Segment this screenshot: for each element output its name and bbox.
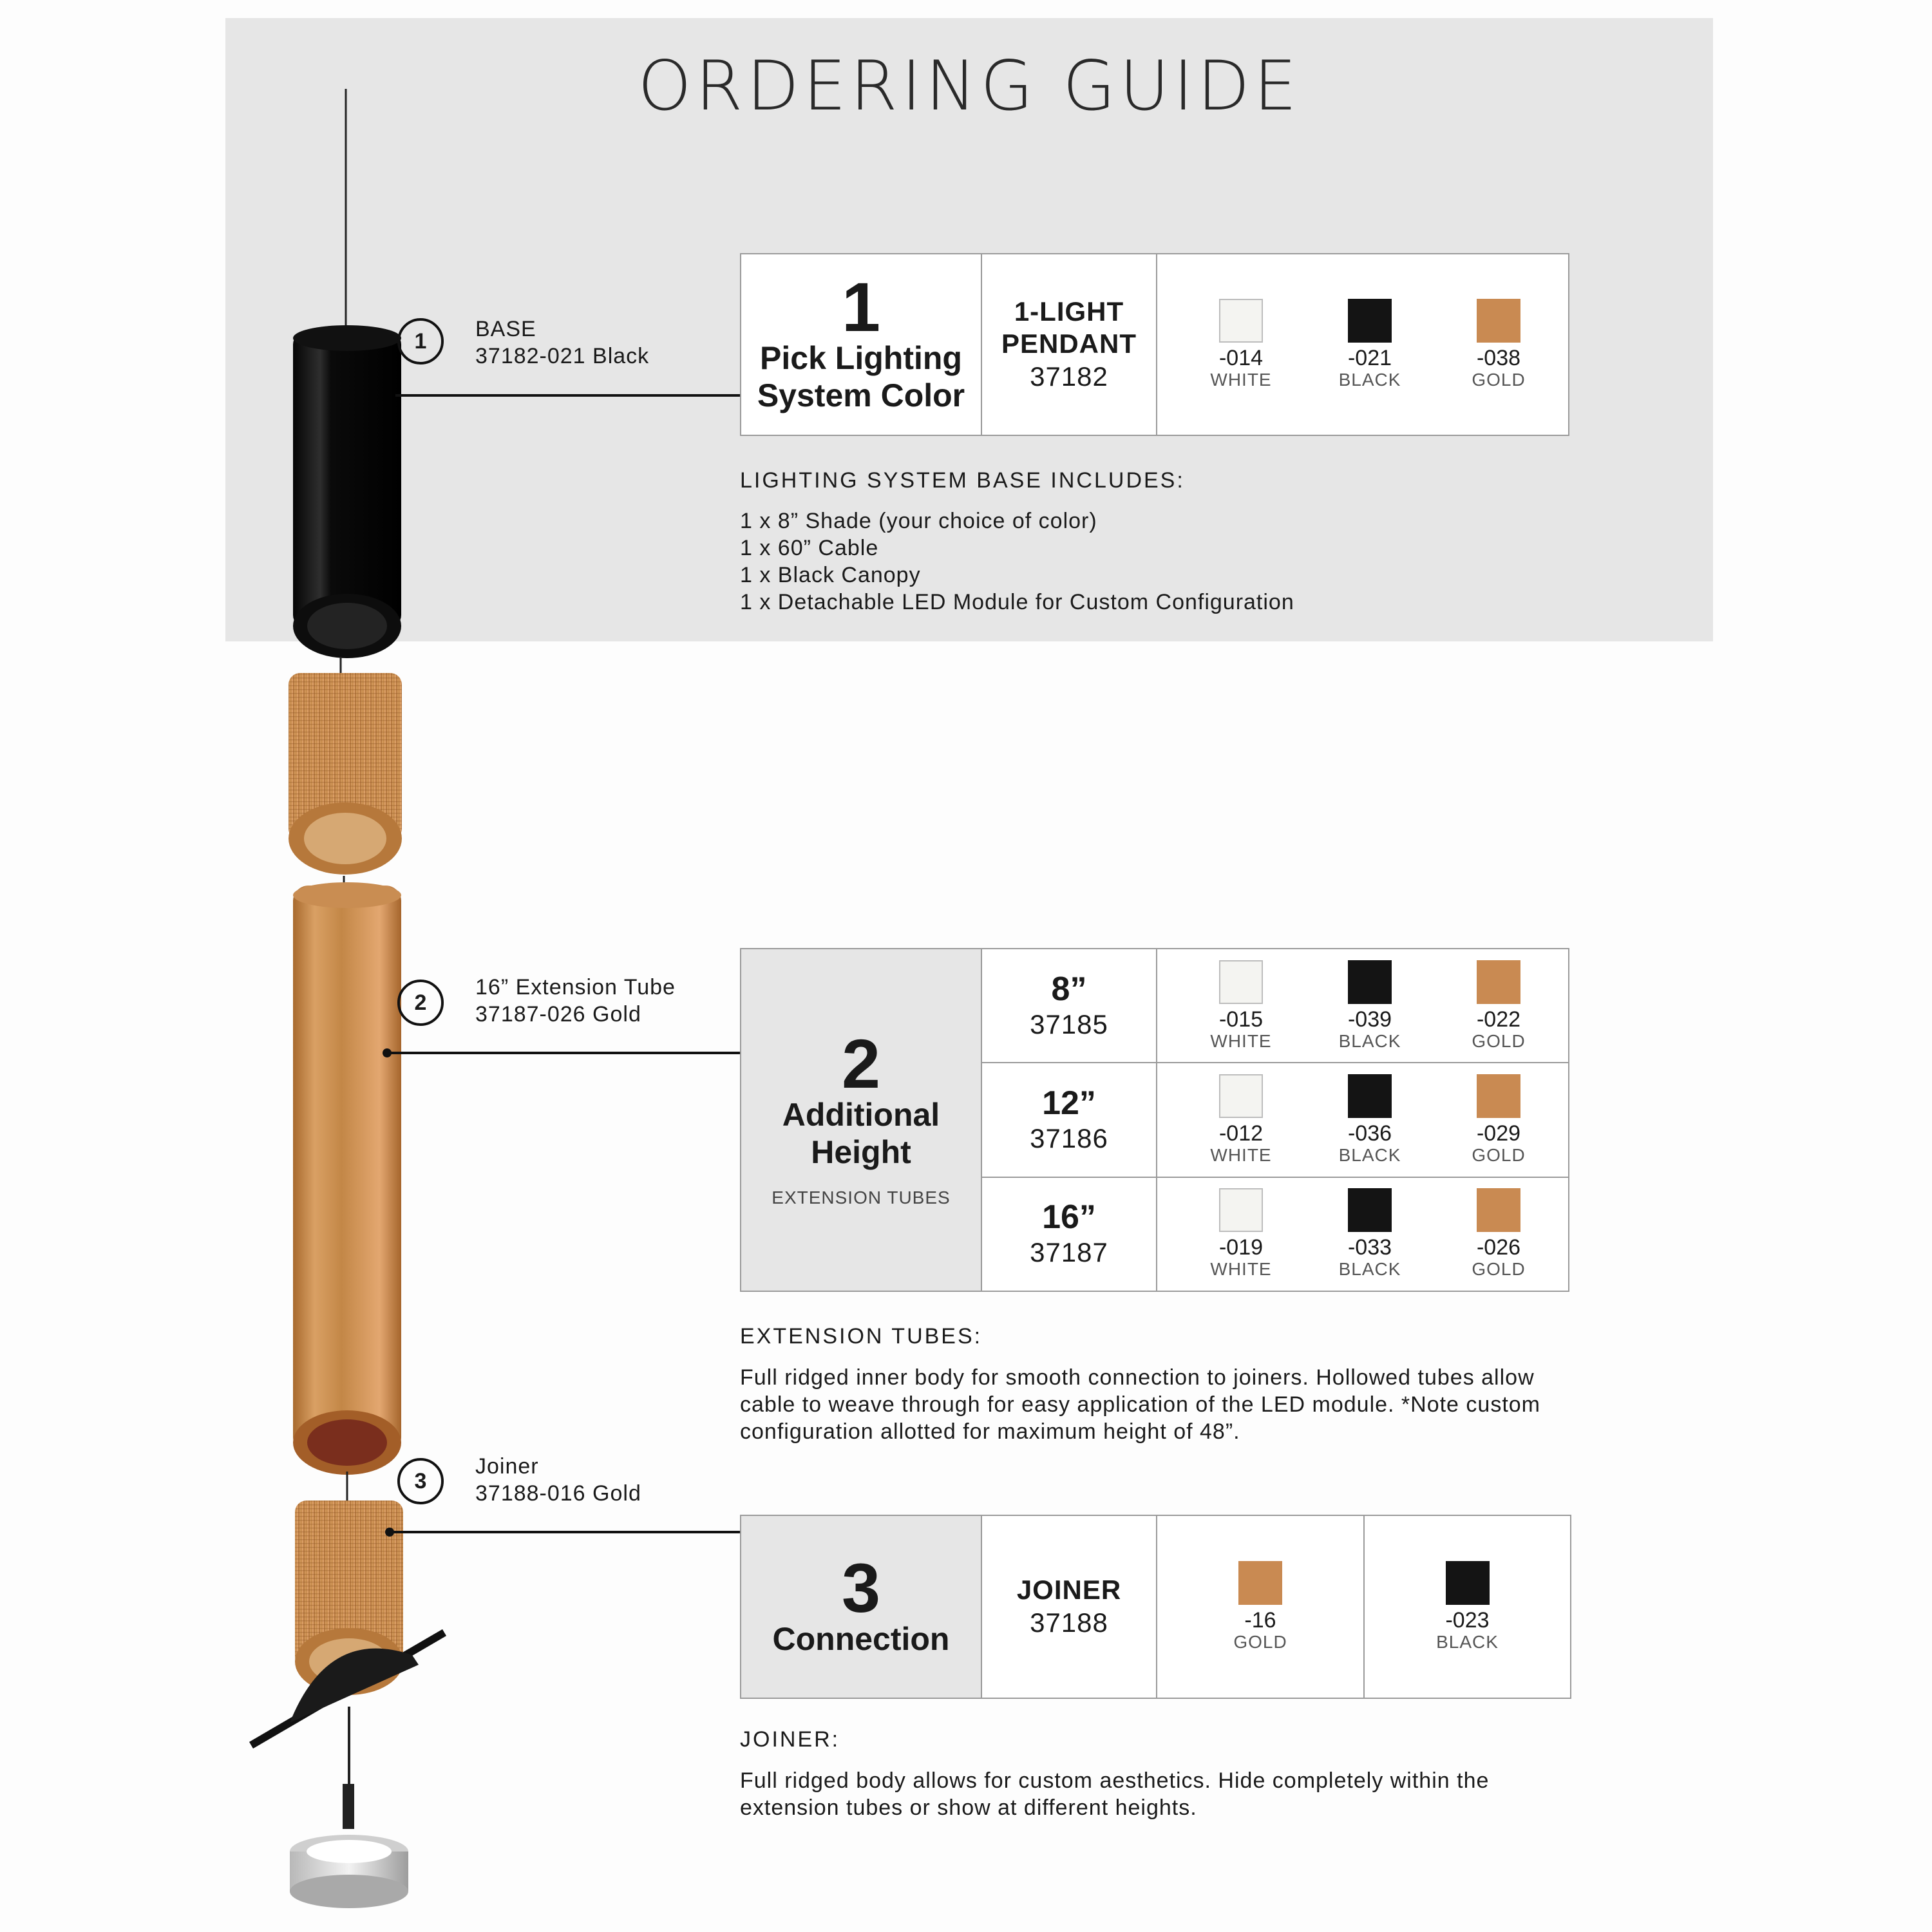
swatch-option[interactable] (1177, 1188, 1305, 1280)
callout-1-label: BASE (475, 317, 536, 341)
swatch-option[interactable] (1305, 960, 1434, 1052)
white-swatch (1219, 299, 1263, 343)
swatch-code: -014 (1218, 346, 1264, 370)
swatch-name: BLACK (1436, 1632, 1499, 1652)
swatch-name: GOLD (1472, 1030, 1526, 1051)
swatch-code: -015 (1218, 1007, 1264, 1032)
swatch-option[interactable] (1434, 299, 1563, 390)
black-swatch (1446, 1561, 1490, 1605)
gold-swatch (1238, 1561, 1282, 1605)
swatch-option[interactable] (1434, 1074, 1563, 1166)
swatch-option[interactable] (1177, 1074, 1305, 1166)
swatch-name: GOLD (1472, 1259, 1526, 1280)
callout-1-leader (395, 394, 743, 397)
swatch-name: BLACK (1338, 1259, 1401, 1280)
step2-number: 2 (841, 1025, 881, 1103)
step3-swatch-cell (1364, 1515, 1571, 1698)
size-code: 37187 (1030, 1237, 1108, 1268)
list-item: 1 x 60” Cable (740, 536, 879, 560)
text-line: extension tubes or show at different heights. (740, 1795, 1197, 1820)
base-includes-heading: LIGHTING SYSTEM BASE INCLUDES: (740, 468, 1185, 493)
step1-product-cell (981, 254, 1157, 435)
list-item: 1 x 8” Shade (your choice of color) (740, 509, 1097, 533)
extension-tubes-heading: EXTENSION TUBES: (740, 1324, 983, 1349)
swatch-option[interactable] (1196, 1561, 1325, 1653)
swatch-name: BLACK (1338, 1030, 1401, 1051)
list-item: 1 x Black Canopy (740, 563, 921, 587)
step3-label: Connection (772, 1621, 950, 1657)
size-label: 16” (1042, 1198, 1096, 1236)
black-swatch (1348, 299, 1392, 343)
page-title: ORDERING GUIDE (638, 46, 1301, 126)
callout-2-badge: 2 (397, 980, 444, 1026)
extension-tube (293, 882, 401, 1475)
callout-2-part: 37187-026 Gold (475, 1002, 641, 1027)
swatch-option[interactable] (1177, 299, 1305, 390)
black-swatch (1348, 1188, 1392, 1232)
list-item: 1 x Detachable LED Module for Custom Configuration (740, 590, 1294, 614)
step3-table (740, 1515, 1571, 1699)
white-swatch (1219, 1074, 1263, 1118)
black-swatch (1348, 960, 1392, 1004)
swatch-code: -012 (1218, 1121, 1264, 1146)
swatch-code: -036 (1347, 1121, 1392, 1146)
led-module (290, 1835, 408, 1908)
swatch-option[interactable] (1305, 1074, 1434, 1166)
gold-swatch (1477, 960, 1520, 1004)
callout-2-text (475, 974, 676, 1028)
step2-label-1: Additional (782, 1097, 940, 1133)
swatch-name: WHITE (1210, 1030, 1272, 1051)
swatch-code: -026 (1476, 1235, 1521, 1260)
swatch-code: -038 (1476, 346, 1521, 370)
connector (343, 1784, 354, 1829)
step1-table (740, 253, 1569, 436)
swatch-code: -033 (1347, 1235, 1392, 1260)
step3-number: 3 (841, 1549, 881, 1627)
product-illustration (232, 84, 489, 1932)
callout-1-text (475, 316, 649, 370)
swatch-code: -039 (1347, 1007, 1392, 1032)
size-swatches (1157, 1177, 1569, 1291)
text-line: cable to weave through for easy application of the LED module. *Note custom (740, 1392, 1541, 1417)
gold-swatch (1477, 1188, 1520, 1232)
swatch-option[interactable] (1305, 1188, 1434, 1280)
size-cell (981, 1063, 1157, 1177)
swatch-name: GOLD (1233, 1632, 1287, 1652)
step1-label-1: Pick Lighting (760, 340, 962, 376)
swatch-name: BLACK (1338, 370, 1401, 390)
swatch-option[interactable] (1403, 1561, 1532, 1653)
step1-product-line2: PENDANT (1001, 328, 1137, 359)
size-label: 8” (1051, 970, 1087, 1008)
swatch-option[interactable] (1434, 1188, 1563, 1280)
callout-1-badge: 1 (397, 318, 444, 365)
callout-1-part: 37182-021 Black (475, 344, 650, 368)
swatch-code: -021 (1347, 346, 1392, 370)
callout-3-leader (389, 1531, 743, 1533)
step2-table (740, 948, 1569, 1292)
step2-cell (741, 949, 981, 1291)
swatch-name: BLACK (1338, 1144, 1401, 1165)
swatch-name: GOLD (1472, 370, 1526, 390)
swatch-name: WHITE (1210, 1259, 1272, 1280)
swatch-option[interactable] (1434, 960, 1563, 1052)
size-cell (981, 1177, 1157, 1291)
callout-3-text (475, 1453, 641, 1507)
swatch-name: WHITE (1210, 370, 1272, 390)
swatch-code: -022 (1476, 1007, 1521, 1032)
size-swatches (1157, 949, 1569, 1063)
callout-3-badge: 3 (397, 1458, 444, 1504)
step1-product-line1: 1-LIGHT (1014, 296, 1124, 327)
size-code: 37186 (1030, 1122, 1108, 1153)
text-line: Full ridged body allows for custom aesthetics. Hide completely within the (740, 1768, 1490, 1793)
top-joiner (289, 673, 402, 875)
swatch-code: -029 (1476, 1121, 1521, 1146)
swatch-option[interactable] (1177, 960, 1305, 1052)
step3-product-line1: JOINER (1016, 1575, 1122, 1605)
step3-product-cell (981, 1515, 1157, 1698)
step3-product-code: 37188 (1030, 1607, 1108, 1638)
step1-swatches (1157, 254, 1569, 435)
base-includes-list (740, 507, 1294, 616)
size-label: 12” (1042, 1084, 1096, 1122)
step1-product-code: 37182 (1030, 361, 1108, 392)
joiner-heading: JOINER: (740, 1727, 840, 1752)
callout-2-label: 16” Extension Tube (475, 975, 676, 999)
step1-number: 1 (841, 268, 881, 346)
black-swatch (1348, 1074, 1392, 1118)
callout-2-leader (386, 1052, 743, 1054)
step1-cell (741, 254, 981, 435)
swatch-code: -023 (1445, 1608, 1490, 1633)
step2-sub: EXTENSION TUBES (772, 1188, 951, 1208)
size-code: 37185 (1030, 1009, 1108, 1039)
white-swatch (1219, 1188, 1263, 1232)
joiner-body (740, 1767, 1489, 1821)
step2-label-2: Height (811, 1134, 911, 1170)
white-swatch (1219, 960, 1263, 1004)
size-cell (981, 949, 1157, 1063)
callout-3-label: Joiner (475, 1454, 539, 1479)
gold-swatch (1477, 1074, 1520, 1118)
callout-3-part: 37188-016 Gold (475, 1481, 641, 1506)
text-line: Full ridged inner body for smooth connection to joiners. Hollowed tubes allow (740, 1365, 1535, 1390)
swatch-code: -019 (1218, 1235, 1264, 1260)
gold-swatch (1477, 299, 1520, 343)
step1-label-2: System Color (757, 377, 965, 413)
step3-swatch-cell (1157, 1515, 1364, 1698)
base-shade (293, 325, 401, 658)
size-swatches (1157, 1063, 1569, 1177)
swatch-code: -16 (1244, 1608, 1276, 1633)
swatch-name: WHITE (1210, 1144, 1272, 1165)
swatch-option[interactable] (1305, 299, 1434, 390)
extension-tubes-body (740, 1364, 1540, 1445)
swatch-name: GOLD (1472, 1144, 1526, 1165)
step3-cell (741, 1515, 981, 1698)
text-line: configuration allotted for maximum height of 48”. (740, 1419, 1240, 1444)
